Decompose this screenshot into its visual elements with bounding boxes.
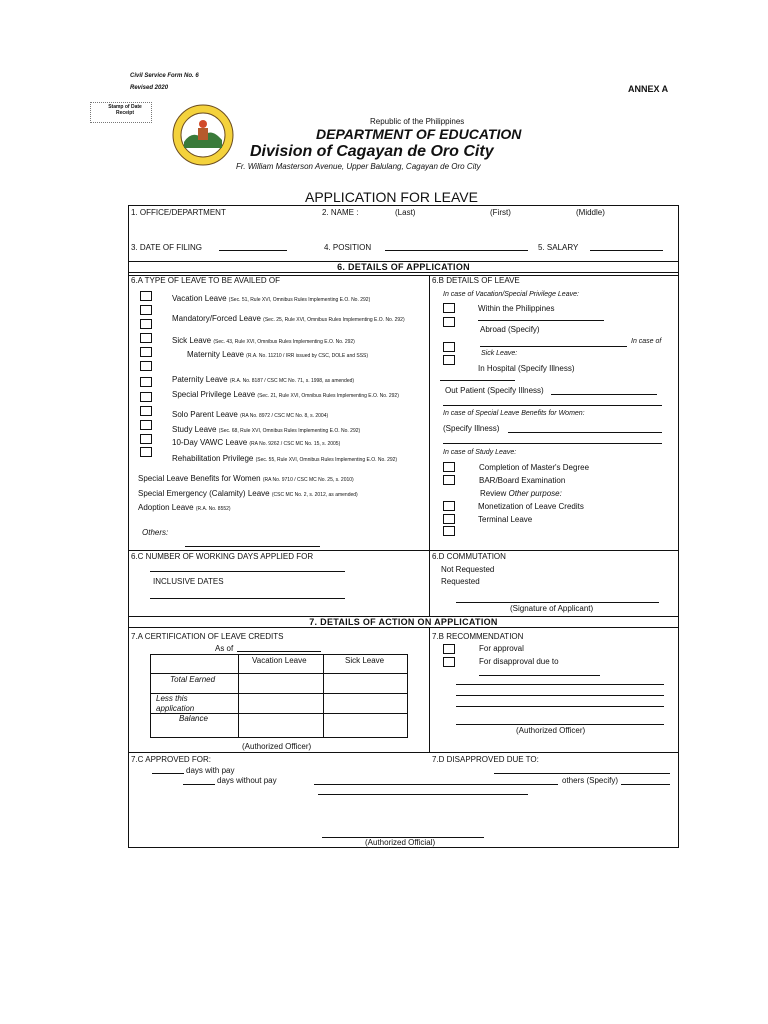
signature-label: (Signature of Applicant)	[510, 604, 594, 613]
sec6b-title: 6.B DETAILS OF LEAVE	[432, 276, 520, 285]
stamp-label: Stamp of Date Receipt	[108, 104, 142, 116]
abroad-label: Abroad (Specify)	[480, 325, 540, 334]
leave-sick: Sick Leave (Sec. 43, Rule XVI, Omnibus Rules Implementing E.O. No. 292)	[172, 336, 355, 345]
revised-date: Revised 2020	[130, 85, 169, 91]
form-title: APPLICATION FOR LEAVE	[305, 189, 478, 205]
disapproval-input-2[interactable]	[456, 684, 664, 685]
women-case-label: In case of Special Leave Benefits for Women:	[443, 410, 585, 417]
women-illness-input[interactable]	[508, 432, 662, 433]
days-with-pay-input[interactable]	[152, 773, 184, 774]
terminal-label: Terminal Leave	[478, 515, 533, 524]
within-ph-input[interactable]	[478, 320, 604, 321]
days-without-pay-input[interactable]	[183, 784, 215, 785]
in-hospital-label: In Hospital (Specify Illness)	[478, 364, 575, 373]
requested-label: Requested	[441, 577, 480, 586]
disapproval-input[interactable]	[479, 675, 600, 676]
leave-study: Study Leave (Sec. 68, Rule XVI, Omnibus Rules Implementing E.O. No. 292)	[172, 425, 361, 434]
annex-label: ANNEX A	[628, 84, 669, 94]
last-name-label: (Last)	[395, 208, 416, 217]
divider	[323, 655, 324, 737]
first-name-label: (First)	[490, 208, 511, 217]
position-label: 4. POSITION	[324, 243, 372, 252]
within-ph-label: Within the Philippines	[478, 304, 555, 313]
checkbox-approval[interactable]	[443, 644, 455, 654]
study-case-label: In case of Study Leave:	[443, 449, 517, 456]
name-label: 2. NAME :	[322, 208, 359, 217]
divider	[128, 550, 679, 551]
disapproval-label: For disapproval due to	[479, 657, 559, 666]
checkbox-within-ph[interactable]	[443, 303, 455, 313]
division-address: Fr. William Masterson Avenue, Upper Balulang, Cagayan de Oro City	[236, 162, 481, 171]
checkbox-monetization[interactable]	[443, 501, 455, 511]
checkbox-rehabilitation[interactable]	[140, 420, 152, 430]
divider	[151, 673, 407, 674]
without-pay-label: days without pay	[217, 776, 277, 785]
checkbox-women[interactable]	[140, 434, 152, 444]
specify-illness-label: (Specify Illness)	[443, 424, 500, 433]
out-patient-input[interactable]	[551, 394, 657, 395]
disapproved-input[interactable]	[494, 773, 670, 774]
others-specify-input[interactable]	[314, 784, 558, 785]
in-hospital-input[interactable]	[440, 380, 515, 381]
monetization-label: Monetization of Leave Credits	[478, 502, 584, 511]
masters-label: Completion of Master's Degree	[479, 463, 590, 472]
leave-vawc: 10-Day VAWC Leave (RA No. 9262 / CSC MC No. 15, s. 2005)	[172, 438, 341, 447]
office-label: 1. OFFICE/DEPARTMENT	[131, 208, 226, 217]
divider	[429, 628, 430, 752]
working-days-input[interactable]	[150, 571, 345, 572]
divider	[429, 275, 430, 616]
col-vacation: Vacation Leave	[252, 656, 307, 665]
deped-seal-logo	[172, 104, 234, 166]
checkbox-sick[interactable]	[140, 319, 152, 329]
checkbox-mandatory[interactable]	[140, 305, 152, 315]
checkbox-vawc[interactable]	[140, 406, 152, 416]
sec6d-title: 6.D COMMUTATION	[432, 552, 506, 561]
divider	[128, 752, 679, 753]
checkbox-special-privilege[interactable]	[140, 361, 152, 371]
with-pay-label: days with pay	[186, 766, 235, 775]
leave-paternity: Paternity Leave (R.A. No. 8187 / CSC MC No. 71, s. 1998, as amended)	[172, 375, 355, 384]
checkbox-disapproval[interactable]	[443, 657, 455, 667]
disapproval-input-3[interactable]	[456, 695, 664, 696]
date-filing-label: 3. DATE OF FILING	[131, 243, 202, 252]
checkbox-calamity[interactable]	[140, 447, 152, 457]
divider	[238, 655, 239, 737]
leave-rehabilitation: Rehabilitation Privilege (Sec. 55, Rule XVI, Omnibus Rules Implementing E.O. No. 292)	[172, 454, 398, 463]
date-filing-input[interactable]	[219, 250, 287, 251]
others-specify-label: others (Specify)	[562, 776, 619, 785]
sec6-header: 6. DETAILS OF APPLICATION	[128, 261, 679, 273]
row-total-earned: Total Earned	[170, 675, 216, 684]
sec7d-title: 7.D DISAPPROVED DUE TO:	[432, 755, 539, 764]
salary-input[interactable]	[590, 250, 663, 251]
leave-vacation: Vacation Leave (Sec. 51, Rule XVI, Omnibus Rules Implementing E.O. No. 292)	[172, 294, 371, 303]
bar-label: BAR/Board Examination	[479, 476, 566, 485]
checkbox-solo-parent[interactable]	[140, 377, 152, 387]
sec7-header: 7. DETAILS OF ACTION ON APPLICATION	[128, 616, 679, 628]
others-input[interactable]	[185, 546, 320, 547]
vacation-case-label: In case of Vacation/Special Privilege Leave:	[443, 291, 579, 298]
sec6a-title: 6.A TYPE OF LEAVE TO BE AVAILED OF	[131, 276, 280, 285]
checkbox-masters[interactable]	[443, 462, 455, 472]
checkbox-in-hospital[interactable]	[443, 342, 455, 352]
salary-label: 5. SALARY	[538, 243, 579, 252]
review-label: Review Other purpose:	[480, 489, 562, 498]
checkbox-terminal[interactable]	[443, 514, 455, 524]
checkbox-paternity[interactable]	[140, 347, 152, 357]
leave-special-privilege: Special Privilege Leave (Sec. 21, Rule XVI, Omnibus Rules Implementing E.O. No. 292)	[172, 390, 399, 399]
out-patient-label: Out Patient (Specify Illness)	[445, 386, 544, 395]
leave-credits-table	[150, 654, 408, 738]
leave-calamity: Special Emergency (Calamity) Leave (CSC MC No. 2, s. 2012, as amended)	[138, 489, 358, 498]
authorized-officer-a: (Authorized Officer)	[242, 742, 312, 751]
disapproval-input-4[interactable]	[456, 706, 664, 707]
checkbox-maternity[interactable]	[140, 333, 152, 343]
row-less-application: Less this application	[156, 694, 195, 713]
leave-adoption: Adoption Leave (R.A. No. 8552)	[138, 503, 231, 512]
not-requested-label: Not Requested	[441, 565, 495, 574]
position-input[interactable]	[385, 250, 528, 251]
recommend-signature-line[interactable]	[456, 724, 664, 725]
checkbox-abroad[interactable]	[443, 317, 455, 327]
as-of-input[interactable]	[237, 651, 321, 652]
in-case-of-label: In case of	[631, 338, 662, 345]
department-name: DEPARTMENT OF EDUCATION	[316, 126, 522, 142]
republic-label: Republic of the Philippines	[370, 117, 465, 126]
approval-label: For approval	[479, 644, 524, 653]
applicant-signature-line[interactable]	[456, 602, 659, 603]
checkbox-other[interactable]	[443, 526, 455, 536]
abroad-input[interactable]	[480, 346, 627, 347]
leave-solo-parent: Solo Parent Leave (RA No. 8972 / CSC MC No. 8, s. 2004)	[172, 410, 329, 419]
checkbox-out-patient[interactable]	[443, 355, 455, 365]
sec7b-title: 7.B RECOMMENDATION	[432, 632, 524, 641]
women-illness-input-2[interactable]	[443, 443, 662, 444]
sec7c-title: 7.C APPROVED FOR:	[131, 755, 212, 764]
row-balance: Balance	[179, 714, 208, 723]
form-number: Civil Service Form No. 6	[130, 73, 199, 79]
authorized-officer-b: (Authorized Officer)	[516, 726, 586, 735]
leave-maternity: Maternity Leave (R.A. No. 11210 / IRR issued by CSC, DOLE and SSS)	[187, 350, 369, 359]
out-patient-input-2[interactable]	[443, 405, 662, 406]
stamp-receipt-box	[90, 102, 152, 123]
division-name: Division of Cagayan de Oro City	[250, 143, 494, 160]
disapproved-input-3[interactable]	[318, 794, 528, 795]
others-label: Others:	[142, 528, 169, 537]
middle-name-label: (Middle)	[576, 208, 605, 217]
checkbox-study[interactable]	[140, 392, 152, 402]
as-of-label: As of	[215, 644, 234, 653]
sick-leave-case-label: Sick Leave:	[481, 350, 518, 357]
col-sick: Sick Leave	[345, 656, 385, 665]
checkbox-bar[interactable]	[443, 475, 455, 485]
sec7a-title: 7.A CERTIFICATION OF LEAVE CREDITS	[131, 632, 284, 641]
checkbox-vacation[interactable]	[140, 291, 152, 301]
inclusive-dates-label: INCLUSIVE DATES	[153, 577, 224, 586]
leave-women: Special Leave Benefits for Women (RA No. 9710 / CSC MC No. 25, s. 2010)	[138, 474, 354, 483]
disapproved-input-2[interactable]	[621, 784, 670, 785]
inclusive-dates-input[interactable]	[150, 598, 345, 599]
authorized-official: (Authorized Official)	[365, 838, 436, 847]
sec6c-title: 6.C NUMBER OF WORKING DAYS APPLIED FOR	[131, 552, 314, 561]
leave-mandatory: Mandatory/Forced Leave (Sec. 25, Rule XVI, Omnibus Rules Implementing E.O. No. 292)	[172, 314, 405, 323]
